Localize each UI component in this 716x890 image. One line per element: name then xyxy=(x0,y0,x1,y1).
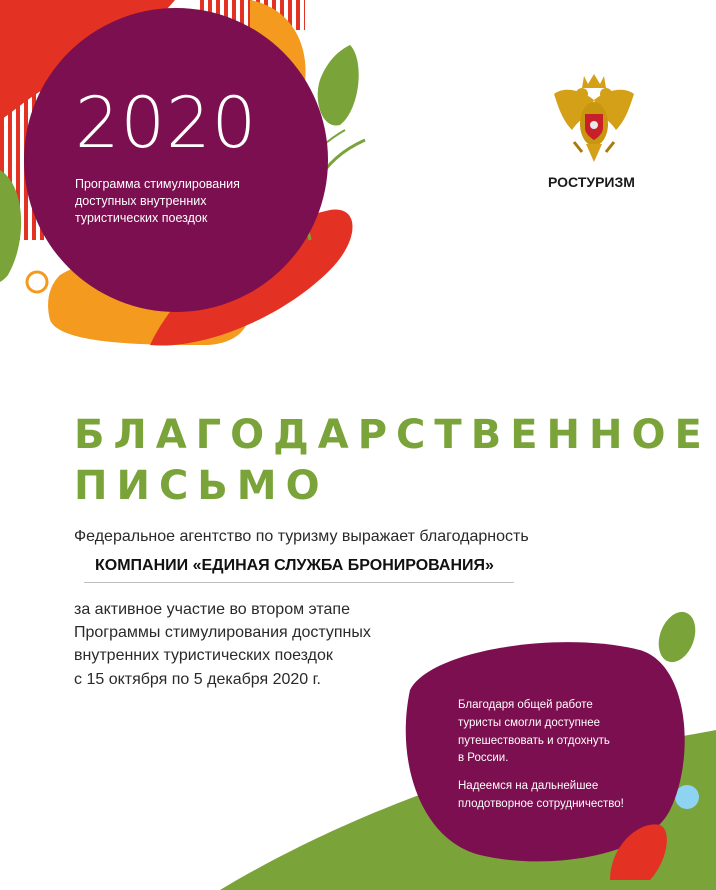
note-line: Надеемся на дальнейшее xyxy=(458,780,599,793)
note-paragraph xyxy=(458,697,668,768)
green-oval-right xyxy=(652,607,702,667)
light-blue-dot xyxy=(675,785,699,809)
title-line: ПИСЬМО xyxy=(74,463,329,510)
letter-details xyxy=(74,598,371,691)
organization-name: РОСТУРИЗМ xyxy=(548,174,635,190)
thanks-line: Федеральное агентство по туризму выражает благодарность xyxy=(74,528,529,545)
closing-note xyxy=(458,697,668,824)
note-line: туристы смогли доступнее xyxy=(458,716,601,729)
details-line: с 15 октября по 5 декабря 2020 г. xyxy=(74,670,321,688)
program-line: Программа стимулирования xyxy=(75,177,240,191)
coat-of-arms-icon xyxy=(552,72,636,168)
note-line: плодотворное сотрудничество! xyxy=(458,798,624,811)
details-line: Программы стимулирования доступных xyxy=(74,624,371,642)
program-description xyxy=(75,176,265,227)
details-line: внутренних туристических поездок xyxy=(74,647,333,665)
recipient-underline xyxy=(84,582,514,583)
details-line: за активное участие во втором этапе xyxy=(74,601,350,618)
letter-title xyxy=(74,410,711,512)
program-header xyxy=(75,82,335,227)
recipient-name: КОМПАНИИ «ЕДИНАЯ СЛУЖБА БРОНИРОВАНИЯ» xyxy=(95,557,494,574)
orange-ring xyxy=(27,272,47,292)
program-line: доступных внутренних xyxy=(75,193,207,208)
note-line: в России. xyxy=(458,752,509,765)
note-paragraph xyxy=(458,778,668,814)
note-line: путешествовать и отдохнуть xyxy=(458,734,610,747)
title-line: БЛАГОДАРСТВЕННОЕ xyxy=(74,412,711,458)
year-label: 2020 xyxy=(75,82,258,164)
note-line: Благодаря общей работе xyxy=(458,699,593,711)
program-line: туристических поездок xyxy=(75,210,208,225)
